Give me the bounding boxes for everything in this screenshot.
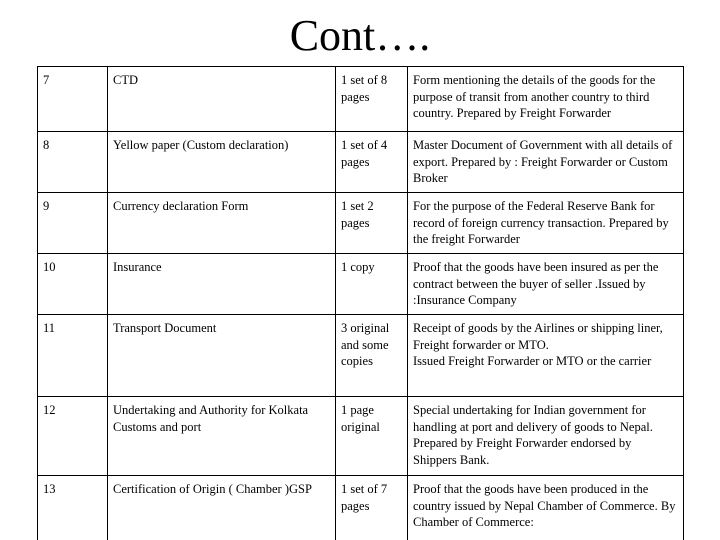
document-name-cell: Currency declaration Form bbox=[108, 193, 336, 254]
row-number-cell: 8 bbox=[38, 132, 108, 193]
table-row bbox=[38, 476, 684, 540]
description-cell: Form mentioning the details of the goods for the purpose of transit from another country to third country. Prepared by Freight Forwarder bbox=[408, 67, 684, 132]
document-name-cell: Transport Document bbox=[108, 315, 336, 397]
table-row bbox=[38, 397, 684, 476]
description-cell: Proof that the goods have been insured as per the contract between the buyer of seller .Issued by :Insurance Company bbox=[408, 254, 684, 315]
document-name-cell: Undertaking and Authority for Kolkata Customs and port bbox=[108, 397, 336, 476]
copies-cell: 1 copy bbox=[336, 254, 408, 315]
table-row bbox=[38, 67, 684, 132]
copies-cell: 3 original and some copies bbox=[336, 315, 408, 397]
row-number-cell: 10 bbox=[38, 254, 108, 315]
row-number-cell: 11 bbox=[38, 315, 108, 397]
document-name-cell: Yellow paper (Custom declaration) bbox=[108, 132, 336, 193]
description-cell bbox=[408, 315, 684, 397]
row-number-cell: 7 bbox=[38, 67, 108, 132]
table-row bbox=[38, 132, 684, 193]
document-name-cell: CTD bbox=[108, 67, 336, 132]
copies-cell: 1 set of 4 pages bbox=[336, 132, 408, 193]
slide-title: Cont…. bbox=[289, 11, 431, 60]
row-number-cell: 9 bbox=[38, 193, 108, 254]
documents-table bbox=[37, 66, 684, 540]
copies-cell: 1 set 2 pages bbox=[336, 193, 408, 254]
table-row bbox=[38, 193, 684, 254]
description-line: Receipt of goods by the Airlines or shipping liner, Freight forwarder or MTO. bbox=[413, 321, 663, 352]
copies-cell: 1 set of 7 pages bbox=[336, 476, 408, 540]
copies-cell: 1 set of 8 pages bbox=[336, 67, 408, 132]
description-line: Issued Freight Forwarder or MTO or the carrier bbox=[413, 354, 652, 368]
table-row bbox=[38, 315, 684, 397]
description-cell: Proof that the goods have been produced in the country issued by Nepal Chamber of Commerce. By Chamber of Commerce: bbox=[408, 476, 684, 540]
description-cell: For the purpose of the Federal Reserve Bank for record of foreign currency transaction. Prepared by the freight Forwarder bbox=[408, 193, 684, 254]
row-number-cell: 12 bbox=[38, 397, 108, 476]
description-cell: Master Document of Government with all details of export. Prepared by : Freight Forwarder or Custom Broker bbox=[408, 132, 684, 193]
document-name-cell: Insurance bbox=[108, 254, 336, 315]
document-name-cell: Certification of Origin ( Chamber )GSP bbox=[108, 476, 336, 540]
row-number-cell: 13 bbox=[38, 476, 108, 540]
table-row bbox=[38, 254, 684, 315]
description-cell: Special undertaking for Indian government for handling at port and delivery of goods to Nepal. Prepared by Freight Forwarder endorsed by Shippers Bank. bbox=[408, 397, 684, 476]
copies-cell: 1 page original bbox=[336, 397, 408, 476]
